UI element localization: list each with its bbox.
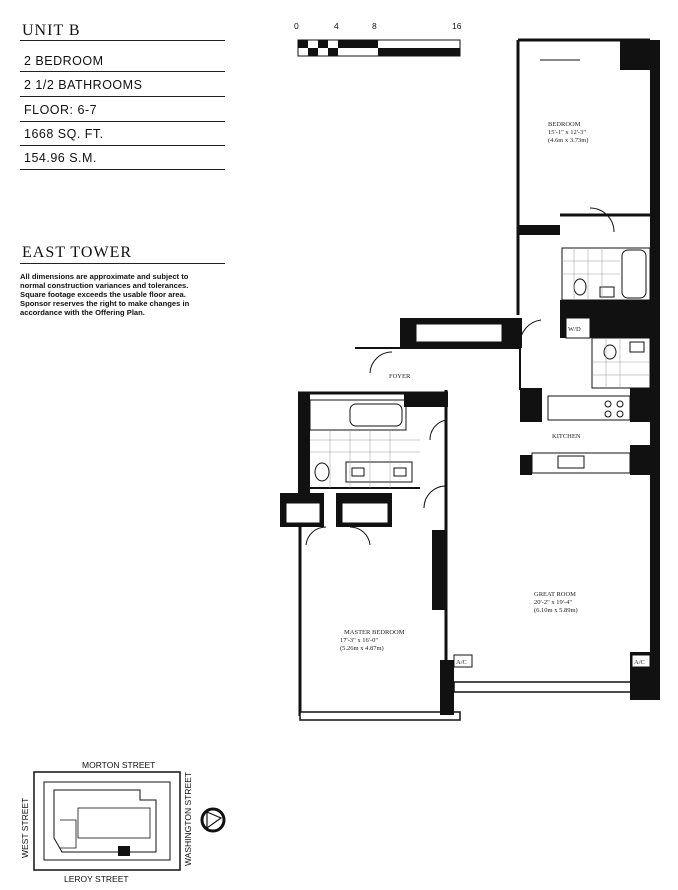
tower-title: EAST TOWER [22,244,133,261]
ac-label-east: A/C [634,659,645,666]
room-bedroom-name: BEDROOM [548,121,581,128]
disclaimer-text: All dimensions are approximate and subject to normal construction variances and tolerances. Square footage exceeds the usable floor area. Sponsor reserves the right to make changes in accordance with the Offering Plan. [20,272,190,317]
scale-label-4: 4 [334,21,339,31]
spec-sqft: 1668 SQ. FT. [24,127,104,141]
walls [280,40,660,720]
key-plan [20,760,193,884]
room-great-name: GREAT ROOM [534,591,576,598]
room-bedroom-metric: (4.6m x 3.73m) [548,137,589,144]
ac-label-west: A/C [456,659,467,666]
spec-floor: FLOOR: 6-7 [24,103,98,117]
spec-bathrooms: 2 1/2 BATHROOMS [24,78,143,92]
scale-label-16: 16 [452,21,462,31]
room-kitchen-label: KITCHEN [552,433,581,440]
room-master-metric: (5.26m x 4.87m) [340,645,384,652]
room-great-dim: 20'-2" x 19'-4" [534,599,572,606]
street-east: WASHINGTON STREET [183,772,193,866]
tile-grid [310,248,650,488]
room-foyer-label: FOYER [389,373,411,380]
room-master-name: MASTER BEDROOM [344,629,405,636]
scale-label-8: 8 [372,21,377,31]
north-arrow-icon [202,809,224,831]
street-west: WEST STREET [20,797,30,858]
street-north: MORTON STREET [82,760,156,770]
spec-sqm: 154.96 S.M. [24,151,97,165]
room-bedroom-dim: 15'-1" x 12'-3" [548,129,586,136]
scale-label-0: 0 [294,21,299,31]
room-great-metric: (6.10m x 5.89m) [534,607,578,614]
spec-bedrooms: 2 BEDROOM [24,54,104,68]
room-wd-label: W/D [568,326,581,333]
unit-title: UNIT B [22,22,81,39]
scale-bar [294,21,462,56]
room-master-dim: 17'-3" x 16'-0" [340,637,378,644]
street-south: LEROY STREET [64,874,129,884]
